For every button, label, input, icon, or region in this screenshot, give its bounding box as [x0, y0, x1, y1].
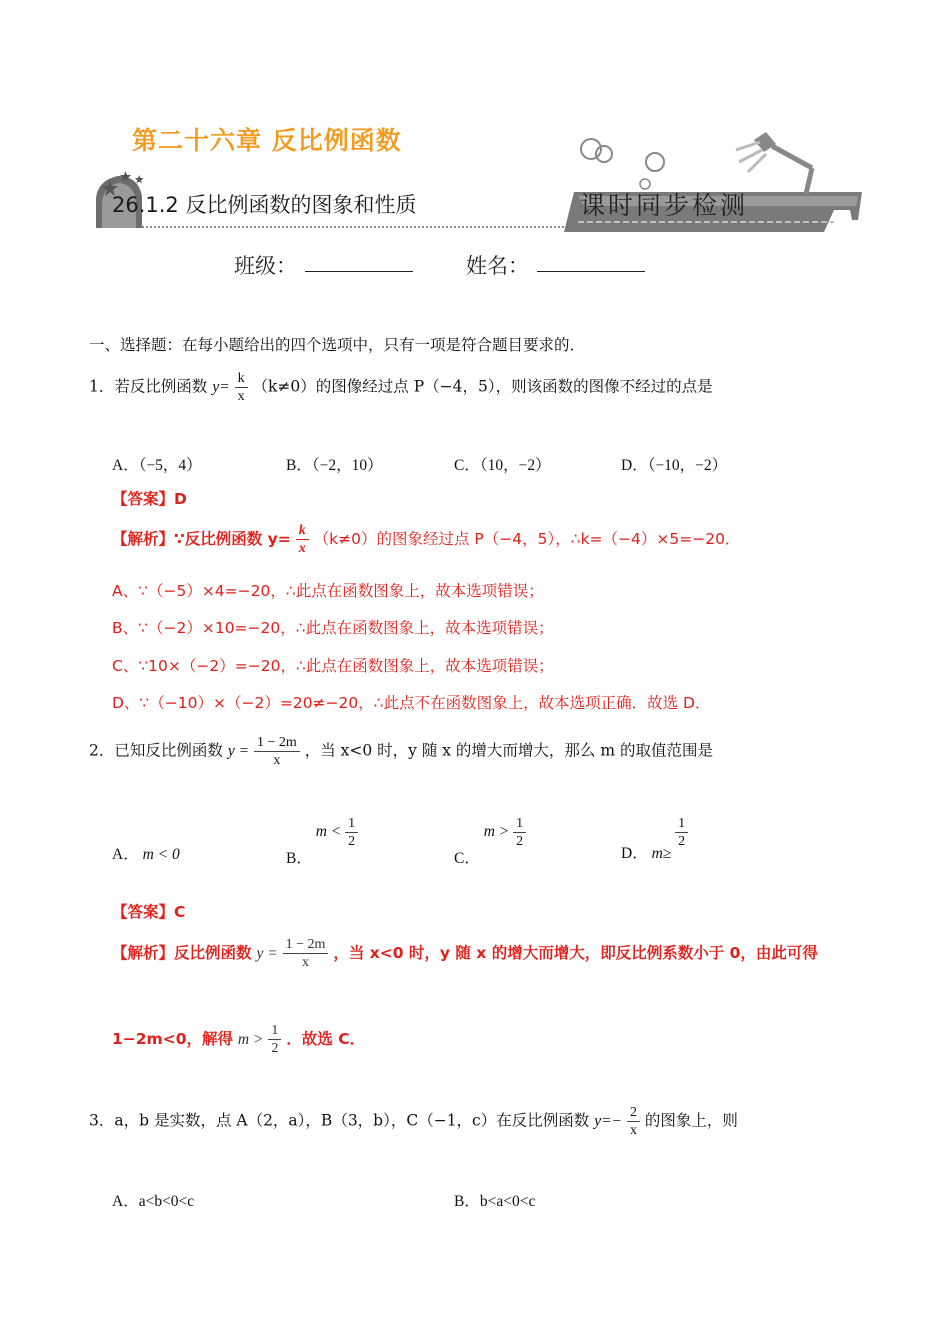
q2-option-c-den: 2	[513, 832, 526, 850]
q2-option-d-label: D．	[621, 845, 648, 863]
chapter-title: 第二十六章 反比例函数	[132, 126, 402, 155]
question-2	[89, 734, 713, 769]
q2-option-d-fraction	[675, 815, 688, 850]
q2-fraction	[254, 734, 300, 769]
q1-analysis-lead: 【解析】∵反比例函数 y=	[112, 530, 291, 548]
name-blank	[537, 271, 645, 272]
q2-y: y =	[227, 742, 250, 760]
q1-option-c: C．（10，−2）	[454, 457, 551, 474]
q3-frac-den: x	[627, 1121, 640, 1139]
q1-option-a: A．（−5，4）	[112, 457, 202, 474]
q3-fraction	[627, 1104, 640, 1139]
q1-analysis-line-b: B、∵（−2）×10=−20，∴此点在函数图象上，故本选项错误；	[112, 619, 554, 637]
q2-line2-fraction	[268, 1022, 281, 1057]
q2-option-b-num: 1	[348, 816, 356, 831]
q2-lead: 2．已知反比例函数	[89, 741, 223, 760]
q2-analysis	[112, 936, 818, 971]
q2-frac-den: x	[254, 751, 300, 769]
q2-analysis-y: y =	[256, 945, 278, 962]
q3-tail: 的图象上，则	[644, 1111, 738, 1130]
q1-analysis-num: k	[298, 523, 306, 538]
q2-line2-tail: ．故选 C．	[286, 1030, 366, 1048]
class-label: 班级：	[234, 254, 297, 278]
section-title: 26.1.2 反比例函数的图象和性质	[112, 193, 417, 217]
q2-tail: ，当 x<0 时，y 随 x 的增大而增大，那么 m 的取值范围是	[304, 741, 713, 760]
star-icon	[135, 175, 144, 184]
q2-line2-lead: 1−2m<0，解得	[112, 1030, 233, 1048]
sync-check-label: 课时同步检测	[580, 191, 749, 220]
q2-option-d	[621, 815, 688, 863]
q2-analysis-lead: 【解析】反比例函数	[112, 944, 252, 962]
q2-analysis-fraction	[283, 936, 329, 971]
q1-y: y=	[212, 378, 230, 396]
q2-line2-num: 1	[271, 1023, 279, 1038]
q2-frac-num: 1 − 2m	[256, 735, 297, 750]
q1-frac-num: k	[237, 371, 245, 386]
q2-line2-den: 2	[268, 1039, 281, 1057]
q2-option-c-math: m >	[483, 823, 510, 841]
q2-analysis-num: 1 − 2m	[285, 937, 326, 952]
q2-analysis-line2	[112, 1022, 365, 1057]
q3-y: y=−	[594, 1112, 622, 1130]
q3-option-b: B．b<a<0<c	[454, 1193, 536, 1210]
q2-option-c	[454, 815, 526, 868]
q1-analysis-tail: （k≠0）的图象经过点 P（−4，5），∴k=（−4）×5=−20．	[313, 530, 741, 548]
q1-fraction	[235, 370, 248, 405]
q1-analysis	[112, 522, 740, 557]
q1-option-b: B．（−2，10）	[286, 457, 383, 474]
section-instruction: 一、选择题：在每小题给出的四个选项中，只有一项是符合题目要求的．	[89, 336, 586, 354]
q2-option-d-num: 1	[678, 816, 686, 831]
q3-frac-num: 2	[629, 1105, 637, 1120]
q1-option-d: D．（−10，−2）	[621, 457, 728, 474]
q1-analysis-line-c: C、∵10×（−2）=−20，∴此点在函数图象上，故本选项错误；	[112, 657, 554, 675]
q1-answer: 【答案】D	[112, 490, 187, 508]
q1-analysis-den: x	[296, 539, 309, 557]
question-3	[89, 1104, 738, 1139]
q1-analysis-fraction	[296, 522, 309, 557]
q2-option-c-fraction	[513, 815, 526, 850]
q2-option-b-label: B．	[286, 850, 312, 868]
q2-option-a-label: A．	[112, 846, 139, 863]
q1-analysis-line-a: A、∵（−5）×4=−20，∴此点在函数图象上，故本选项错误；	[112, 582, 544, 600]
q2-option-b-den: 2	[345, 832, 358, 850]
q2-option-a-math: m < 0	[142, 846, 180, 863]
name-label: 姓名：	[466, 254, 529, 278]
q3-lead: 3．a，b 是实数，点 A（2，a），B（3，b），C（−1，c）在反比例函数	[89, 1111, 590, 1130]
q1-lead: 1．若反比例函数	[89, 377, 208, 396]
lamp-icon	[736, 132, 812, 194]
q2-analysis-tail: ，当 x<0 时，y 随 x 的增大而增大，即反比例系数小于 0，由此可得	[333, 944, 818, 962]
class-blank	[305, 271, 413, 272]
question-1	[89, 370, 713, 405]
q2-option-a	[112, 842, 180, 864]
q1-frac-den: x	[235, 387, 248, 405]
q2-analysis-den: x	[283, 953, 329, 971]
q2-option-b	[286, 815, 358, 868]
q2-option-d-math: m≥	[651, 845, 672, 863]
q2-option-c-num: 1	[516, 816, 524, 831]
q2-option-c-label: C．	[454, 850, 480, 868]
q2-line2-math: m >	[237, 1031, 264, 1048]
q1-tail: （k≠0）的图像经过点 P（−4，5），则该函数的图像不经过的点是	[252, 377, 713, 396]
q2-option-d-den: 2	[675, 832, 688, 850]
q3-option-a: A．a<b<0<c	[112, 1193, 195, 1210]
q2-option-b-fraction	[345, 815, 358, 850]
q1-analysis-line-d: D、∵（−10）×（−2）=20≠−20，∴此点不在函数图象上，故本选项正确．故选 D．	[112, 694, 711, 712]
q2-option-b-math: m <	[315, 823, 342, 841]
q2-answer: 【答案】C	[112, 903, 186, 921]
